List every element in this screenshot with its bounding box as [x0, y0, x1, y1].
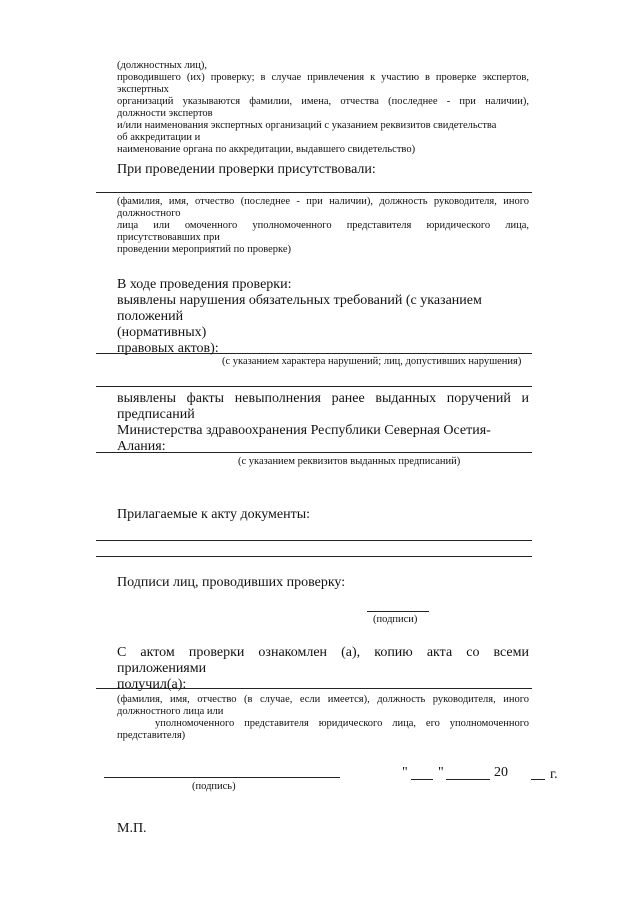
attached-fill-line-2 [96, 556, 532, 557]
header-note-line: экспертных [117, 84, 169, 95]
attached-heading: Прилагаемые к акту документы: [117, 507, 311, 522]
present-note-line: должностного [117, 208, 181, 219]
date-close-quote: " [438, 765, 444, 780]
attached-fill-line-1 [96, 540, 532, 541]
violations-line: (нормативных) [117, 325, 207, 340]
present-heading: При проведении проверки присутствовали: [117, 162, 376, 177]
header-notes [117, 60, 529, 156]
date-month-line [446, 779, 490, 780]
header-note-line: наименование органа по аккредитации, выдавшего свидетельство) [117, 144, 416, 155]
present-note-line: присутствовавших при [117, 232, 220, 243]
header-note-line: (должностных лиц), [117, 60, 207, 71]
unfulfilled-text [117, 391, 529, 455]
present-note-line: (фамилия, имя, отчество (последнее - при наличии), должность руководителя, иного [117, 196, 529, 207]
header-note-line: проводившего (их) проверку; в случае привлечения к участию в проверке экспертов, [117, 72, 529, 83]
violations-fill-line-2 [96, 386, 532, 387]
signatures-fill-line [367, 611, 429, 612]
acquainted-line: получил(а): [117, 677, 187, 692]
violations-note: (с указанием характера нарушений; лиц, допустивших нарушения) [222, 356, 522, 367]
unfulfilled-line: Министерства здравоохранения Республики Северная Осетия-Алания: [117, 423, 491, 454]
violations-line: правовых актов): [117, 341, 219, 356]
present-note-line: лица или омоченного уполномоченного представителя юридического лица, [117, 220, 529, 231]
header-note-line: должности экспертов [117, 108, 213, 119]
date-open-quote: " [402, 765, 408, 780]
present-note-line: проведении мероприятий по проверке) [117, 244, 292, 255]
unfulfilled-line: выявлены факты невыполнения ранее выданных поручений и [117, 391, 529, 406]
violations-fill-line [96, 353, 532, 354]
signature-caption: (подпись) [192, 781, 236, 792]
acquainted-text [117, 645, 529, 693]
present-fill-line [96, 192, 532, 193]
unfulfilled-note: (с указанием реквизитов выданных предписаний) [238, 456, 461, 467]
header-note-line: организаций указываются фамилии, имена, отчества (последнее - при наличии), [117, 96, 529, 107]
acquainted-note-line: уполномоченного представителя юридического лица, его уполномоченного [155, 718, 529, 729]
unfulfilled-fill-line [96, 452, 532, 453]
acquainted-note-line: представителя) [117, 730, 186, 741]
date-year-line [531, 779, 545, 780]
acquainted-notes [117, 694, 529, 742]
unfulfilled-line: предписаний [117, 407, 195, 422]
violations-line: выявлены нарушения обязательных требований (с указанием положений [117, 293, 482, 324]
signature-fill-line [104, 777, 340, 778]
header-note-line: и/или наименования экспертных организаций с указанием реквизитов свидетельства [117, 120, 497, 131]
acquainted-line: С актом проверки ознакомлен (а), копию акта со всеми приложениями [117, 645, 529, 676]
date-century: 20 [494, 765, 508, 780]
acquainted-note-line: должностного лица или [117, 706, 224, 717]
date-year-suffix: г. [550, 767, 558, 782]
acquainted-note-line: (фамилия, имя, отчество (в случае, если имеется), должность руководителя, иного [117, 694, 529, 705]
acquainted-fill-line [96, 688, 532, 689]
violations-text [117, 293, 529, 357]
date-day-line [411, 779, 433, 780]
header-note-line: об аккредитации и [117, 132, 201, 143]
signatures-note: (подписи) [373, 614, 418, 625]
seal-label: М.П. [117, 821, 147, 836]
during-heading: В ходе проведения проверки: [117, 277, 292, 292]
present-notes [117, 196, 529, 256]
signatures-heading: Подписи лиц, проводивших проверку: [117, 575, 346, 590]
